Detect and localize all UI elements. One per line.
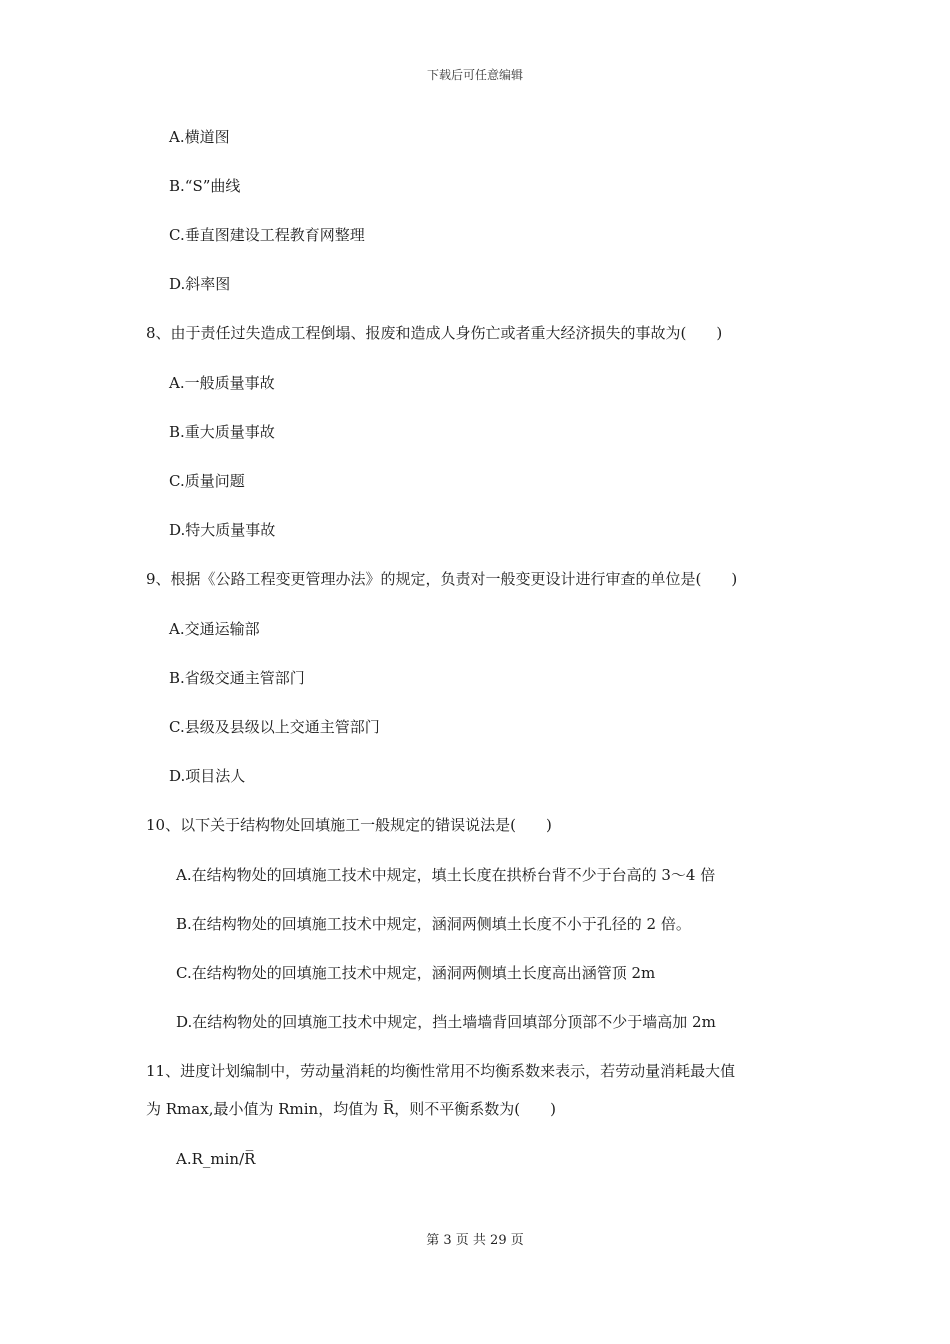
question-10-option-c: C.在结构物处的回填施工技术中规定，涵洞两侧填土长度高出涵管顶 2m [176, 964, 656, 982]
question-9-stem: 9、根据《公路工程变更管理办法》的规定，负责对一般变更设计进行审查的单位是( ) [146, 570, 738, 588]
question-10-option-d: D.在结构物处的回填施工技术中规定，挡土墙墙背回填部分顶部不少于墙高加 2m [176, 1013, 716, 1031]
question-10-option-a: A.在结构物处的回填施工技术中规定，填土长度在拱桥台背不少于台高的 3～4 倍 [176, 866, 716, 884]
question-9-option-c: C.县级及县级以上交通主管部门 [169, 718, 380, 736]
prev-option-c: C.垂直图建设工程教育网整理 [169, 226, 365, 244]
question-11-stem-line-2: 为 Rmax,最小值为 Rmin，均值为 R̅，则不平衡系数为( ) [146, 1100, 556, 1118]
question-10-stem: 10、以下关于结构物处回填施工一般规定的错误说法是( ) [146, 816, 552, 834]
question-10-option-b: B.在结构物处的回填施工技术中规定，涵洞两侧填土长度不小于孔径的 2 倍。 [176, 915, 691, 933]
question-9-option-d: D.项目法人 [169, 767, 246, 785]
question-9-option-b: B.省级交通主管部门 [169, 669, 305, 687]
page-footer: 第 3 页 共 29 页 [426, 1233, 524, 1248]
question-9-option-a: A.交通运输部 [169, 620, 260, 638]
question-8-option-d: D.特大质量事故 [169, 521, 276, 539]
question-8-option-c: C.质量问题 [169, 472, 245, 490]
question-11-option-a: A.R_min/R̅ [176, 1150, 256, 1168]
page-header: 下载后可任意编辑 [426, 68, 523, 82]
prev-option-b: B.“S”曲线 [169, 177, 241, 195]
question-8-stem: 8、由于责任过失造成工程倒塌、报废和造成人身伤亡或者重大经济损失的事故为( ) [146, 324, 723, 342]
prev-option-a: A.横道图 [169, 128, 230, 146]
prev-option-d: D.斜率图 [169, 275, 231, 293]
question-8-option-b: B.重大质量事故 [169, 423, 275, 441]
question-8-option-a: A.一般质量事故 [169, 374, 275, 392]
question-11-stem-line-1: 11、进度计划编制中，劳动量消耗的均衡性常用不均衡系数来表示，若劳动量消耗最大值 [146, 1062, 736, 1080]
